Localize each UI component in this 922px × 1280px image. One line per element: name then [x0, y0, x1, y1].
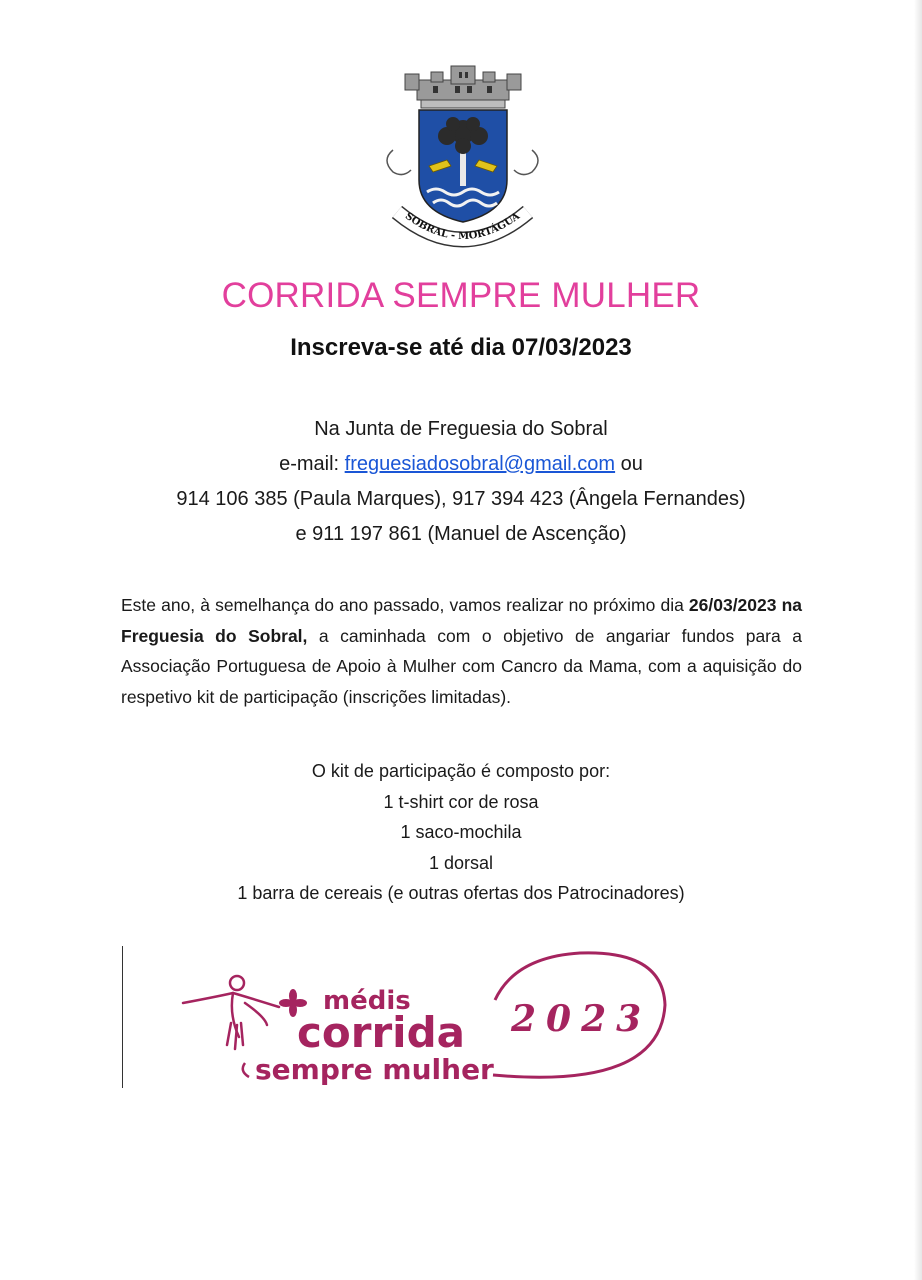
contact-phone-extra: e 911 197 861 (Manuel de Ascenção)	[295, 523, 627, 545]
page-edge-shadow	[914, 0, 922, 1280]
description-part-2: a caminhada com o objetivo de angariar fundos para a Associação Portuguesa de Apoio à Mulher com Cancro da Mama, com a aquisição do respetivo kit de participação (inscrições limitadas).	[121, 625, 802, 707]
email-link[interactable]: freguesiadosobral@gmail.com	[344, 453, 616, 475]
event-logo	[175, 945, 675, 1095]
contact-phones: 914 106 385 (Paula Marques), 917 394 423 (Ângela Fernandes)	[176, 488, 746, 510]
mural-crown	[405, 66, 521, 108]
kit-item: 1 saco-mochila	[400, 822, 522, 842]
contact-location: Na Junta de Freguesia do Sobral	[314, 418, 608, 440]
logo-tagline: sempre mulher	[255, 1053, 494, 1086]
kit-item: 1 t-shirt cor de rosa	[383, 791, 539, 812]
registration-deadline: Inscreva-se até dia 07/03/2023	[290, 334, 632, 361]
logo-word: corrida	[297, 1008, 465, 1057]
email-suffix: ou	[615, 453, 643, 475]
kit-item: 1 dorsal	[428, 852, 494, 873]
logo-divider-line	[122, 946, 123, 1088]
kit-heading: O kit de participação é composto por:	[311, 761, 611, 781]
crest-motto: SOBRAL - MORTÁGUA	[402, 210, 523, 243]
ribbon-curl-right	[514, 150, 538, 175]
runner-figure-icon	[183, 976, 279, 1049]
kit-item: 1 barra de cereais (e outras ofertas dos Patrocinadores)	[237, 883, 685, 903]
logo-brand: médis	[323, 986, 411, 1016]
kit-list	[0, 756, 922, 909]
logo-year: 2023	[511, 998, 652, 1040]
coat-of-arms-crest	[375, 62, 550, 252]
ribbon-curl-left	[387, 150, 411, 175]
description-date-location: 26/03/2023 na Freguesia do Sobral,	[121, 595, 803, 646]
contact-email-line	[0, 447, 922, 482]
email-prefix: e-mail:	[279, 453, 345, 475]
description-part-1: Este ano, à semelhança do ano passado, vamos realizar no próximo dia	[121, 595, 689, 615]
description-paragraph	[121, 590, 802, 712]
event-title: CORRIDA SEMPRE MULHER	[221, 276, 701, 315]
contact-block	[0, 412, 922, 552]
